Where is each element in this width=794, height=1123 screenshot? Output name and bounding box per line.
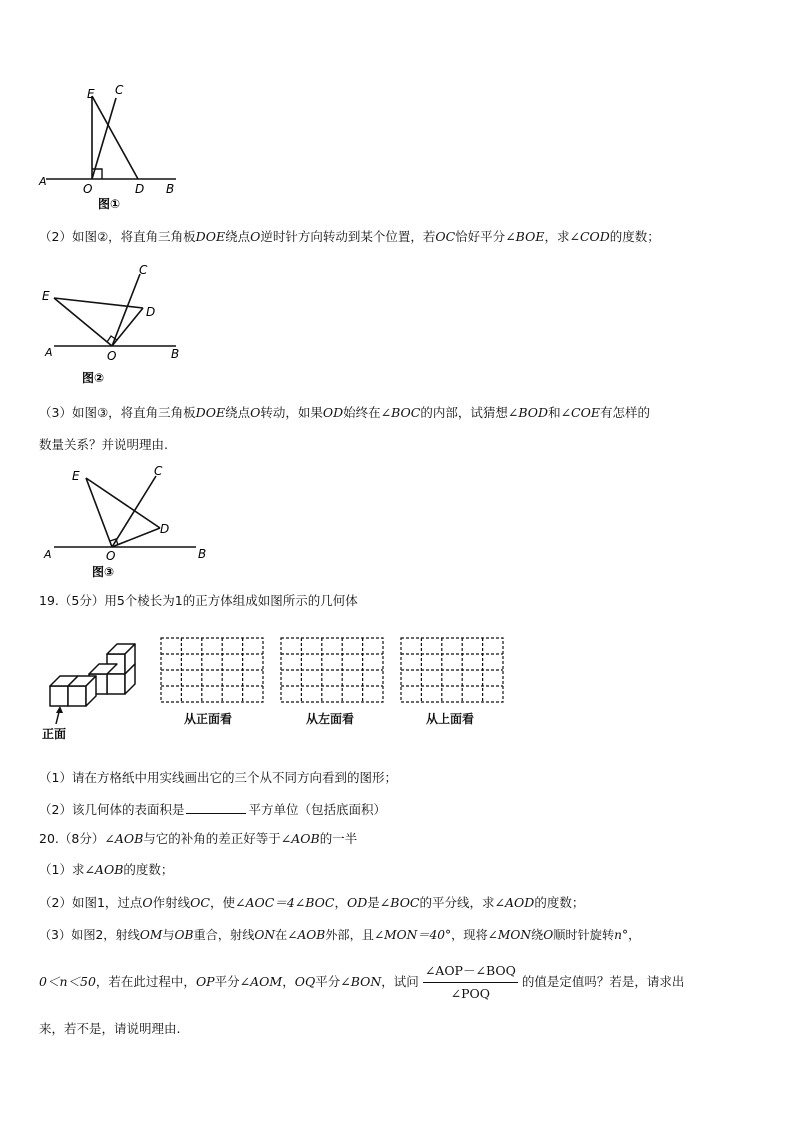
math-angle-bon: ∠BON xyxy=(340,974,382,989)
fraction xyxy=(423,961,518,1004)
label-d: D xyxy=(160,522,170,536)
text: 作射线 xyxy=(152,895,191,910)
text: 转动，如果 xyxy=(260,405,323,420)
text: 平分 xyxy=(315,974,341,989)
text: 顺时针旋转 xyxy=(553,928,615,942)
math-o: O xyxy=(250,229,261,244)
figure-caption: 图① xyxy=(98,197,121,211)
text: 始终在 xyxy=(343,405,381,420)
front-label: 正面 xyxy=(42,727,67,741)
q20-part3-line1 xyxy=(39,927,640,943)
figure-3 xyxy=(36,462,216,584)
text: 恰好平分 xyxy=(455,229,506,244)
math-angle-aob: ∠AOB xyxy=(104,831,144,846)
label-b: B xyxy=(171,347,180,361)
segment-oe xyxy=(54,298,112,346)
math-op: OP xyxy=(195,974,215,989)
text: ， xyxy=(628,928,641,942)
fraction-denominator: ∠POQ xyxy=(450,986,491,1001)
text: 平分 xyxy=(214,974,240,989)
figure-caption: 图③ xyxy=(92,565,115,579)
segment-oe xyxy=(86,478,112,547)
math-o: O xyxy=(142,895,153,910)
math-angle-aom: ∠AOM xyxy=(239,974,283,989)
q20-title xyxy=(39,831,357,847)
text: 有怎样的 xyxy=(600,405,651,420)
text: ，若在此过程中， xyxy=(95,974,196,989)
math-ob: OB xyxy=(174,928,194,942)
math-angle-bod: ∠BOD xyxy=(507,405,549,420)
math-range: 0＜n＜50 xyxy=(39,974,96,989)
grid-label-top: 从上面看 xyxy=(426,712,475,726)
text: 外部，且 xyxy=(325,928,374,942)
math-doe: DOE xyxy=(195,405,226,420)
math-n-degrees: n° xyxy=(614,928,629,942)
label-a: A xyxy=(39,175,47,188)
text: ， xyxy=(334,895,347,910)
text: ，现将 xyxy=(451,928,488,942)
segment-ed xyxy=(92,96,138,179)
text: （2）如图②，将直角三角板 xyxy=(39,229,196,244)
math-om: OM xyxy=(139,928,163,942)
figure-2 xyxy=(36,260,196,390)
math-od: OD xyxy=(322,405,344,420)
grid-left-view xyxy=(280,637,384,703)
label-c: C xyxy=(154,464,163,478)
label-d: D xyxy=(135,182,145,196)
text: 的度数； xyxy=(609,229,660,244)
label-a: A xyxy=(44,548,52,561)
q18-part3-line2: 数量关系？并说明理由. xyxy=(39,437,168,452)
text: ，试问 xyxy=(381,974,419,989)
text: ，使 xyxy=(209,895,235,910)
text: 绕点 xyxy=(225,405,251,420)
figure-caption: 图② xyxy=(82,371,105,385)
ray-oc xyxy=(112,476,156,547)
math-angle-boe: ∠BOE xyxy=(505,229,545,244)
segment-ed xyxy=(86,478,160,528)
text: 与 xyxy=(162,928,175,942)
grid-front-view xyxy=(160,637,264,703)
math-angle-coe: ∠COE xyxy=(560,405,600,420)
text: 重合，射线 xyxy=(193,928,255,942)
grid-label-left: 从左面看 xyxy=(306,712,355,726)
text: （3）如图③，将直角三角板 xyxy=(39,405,196,420)
grid-lines xyxy=(161,638,263,702)
text: （3）如图2，射线 xyxy=(39,928,140,942)
math-angle-mon: ∠MON xyxy=(487,928,532,942)
grid-label-front: 从正面看 xyxy=(184,712,233,726)
math-angle-boc: ∠BOC xyxy=(379,895,420,910)
text: 是 xyxy=(367,895,380,910)
front-arrow-head xyxy=(56,706,63,713)
segment-od xyxy=(112,528,160,547)
math-oc: OC xyxy=(190,895,210,910)
math-equation: ∠AOC＝4∠BOC xyxy=(235,895,335,910)
text: 20.（8分） xyxy=(39,831,105,846)
label-a: A xyxy=(45,346,53,359)
text: 平方单位（包括底面积） xyxy=(248,802,386,817)
q19-title: 19.（5分）用5个棱长为1的正方体组成如图所示的几何体 xyxy=(39,593,358,608)
math-angle-aob: ∠AOB xyxy=(280,831,320,846)
cube-solid-figure xyxy=(40,638,150,750)
label-e: E xyxy=(42,289,50,303)
text: 的度数； xyxy=(123,862,174,877)
text: 在 xyxy=(275,928,288,942)
label-o: O xyxy=(83,182,93,196)
label-b: B xyxy=(198,547,207,561)
text: 的一半 xyxy=(319,831,358,846)
math-angle-aob: ∠AOB xyxy=(84,862,124,877)
ray-oc xyxy=(92,98,116,179)
cube-front-1-front xyxy=(50,686,68,706)
q20-part1 xyxy=(39,862,173,878)
text: 逆时针方向转动到某个位置，若 xyxy=(260,229,436,244)
q18-part3-line1 xyxy=(39,405,650,421)
math-equation: ∠MON＝40° xyxy=(373,928,452,942)
text: （2）该几何体的表面积是 xyxy=(39,802,185,817)
math-angle-cod: ∠COD xyxy=(569,229,610,244)
math-angle-aob: ∠AOB xyxy=(287,928,326,942)
grid-lines xyxy=(401,638,503,702)
fraction-numerator: ∠AOP－∠BOQ xyxy=(423,961,518,983)
math-o: O xyxy=(543,928,554,942)
grid-top-view xyxy=(400,637,504,703)
math-o: O xyxy=(250,405,261,420)
math-doe: DOE xyxy=(195,229,226,244)
answer-blank[interactable] xyxy=(186,801,246,814)
ray-oc xyxy=(112,274,140,346)
q19-part1: （1）请在方格纸中用实线画出它的三个从不同方向看到的图形； xyxy=(39,770,397,785)
label-b: B xyxy=(166,182,175,196)
label-c: C xyxy=(115,83,124,97)
text: （2）如图1，过点 xyxy=(39,895,143,910)
q20-part2 xyxy=(39,895,584,911)
text: ， xyxy=(282,974,295,989)
text: 绕 xyxy=(531,928,544,942)
q19-part2 xyxy=(39,801,386,818)
math-on: ON xyxy=(254,928,276,942)
label-e: E xyxy=(72,469,80,483)
text: 绕点 xyxy=(225,229,251,244)
math-angle-boc: ∠BOC xyxy=(380,405,421,420)
label-o: O xyxy=(106,549,116,563)
label-c: C xyxy=(139,263,148,277)
text: 的平分线，求 xyxy=(419,895,495,910)
text: 的值是定值吗？若是，请求出 xyxy=(521,974,685,989)
q20-part3-line3: 来，若不是，请说明理由. xyxy=(39,1021,181,1036)
q20-part3-line2 xyxy=(39,961,684,1004)
math-od: OD xyxy=(347,895,368,910)
grid-lines xyxy=(281,638,383,702)
math-angle-aod: ∠AOD xyxy=(494,895,535,910)
label-d: D xyxy=(146,305,156,319)
cube-front-2-front xyxy=(68,686,86,706)
q18-part2 xyxy=(39,229,660,245)
label-e: E xyxy=(87,87,95,101)
figure-1 xyxy=(36,78,196,213)
text: 的内部，试猜想 xyxy=(420,405,508,420)
text: ，求 xyxy=(544,229,570,244)
text: （1）求 xyxy=(39,862,85,877)
math-oq: OQ xyxy=(294,974,316,989)
text: 和 xyxy=(548,405,561,420)
cube-back-right-front xyxy=(107,674,125,694)
math-oc: OC xyxy=(435,229,456,244)
text: 的度数； xyxy=(534,895,585,910)
text: 与它的补角的差正好等于 xyxy=(143,831,281,846)
label-o: O xyxy=(107,349,117,363)
